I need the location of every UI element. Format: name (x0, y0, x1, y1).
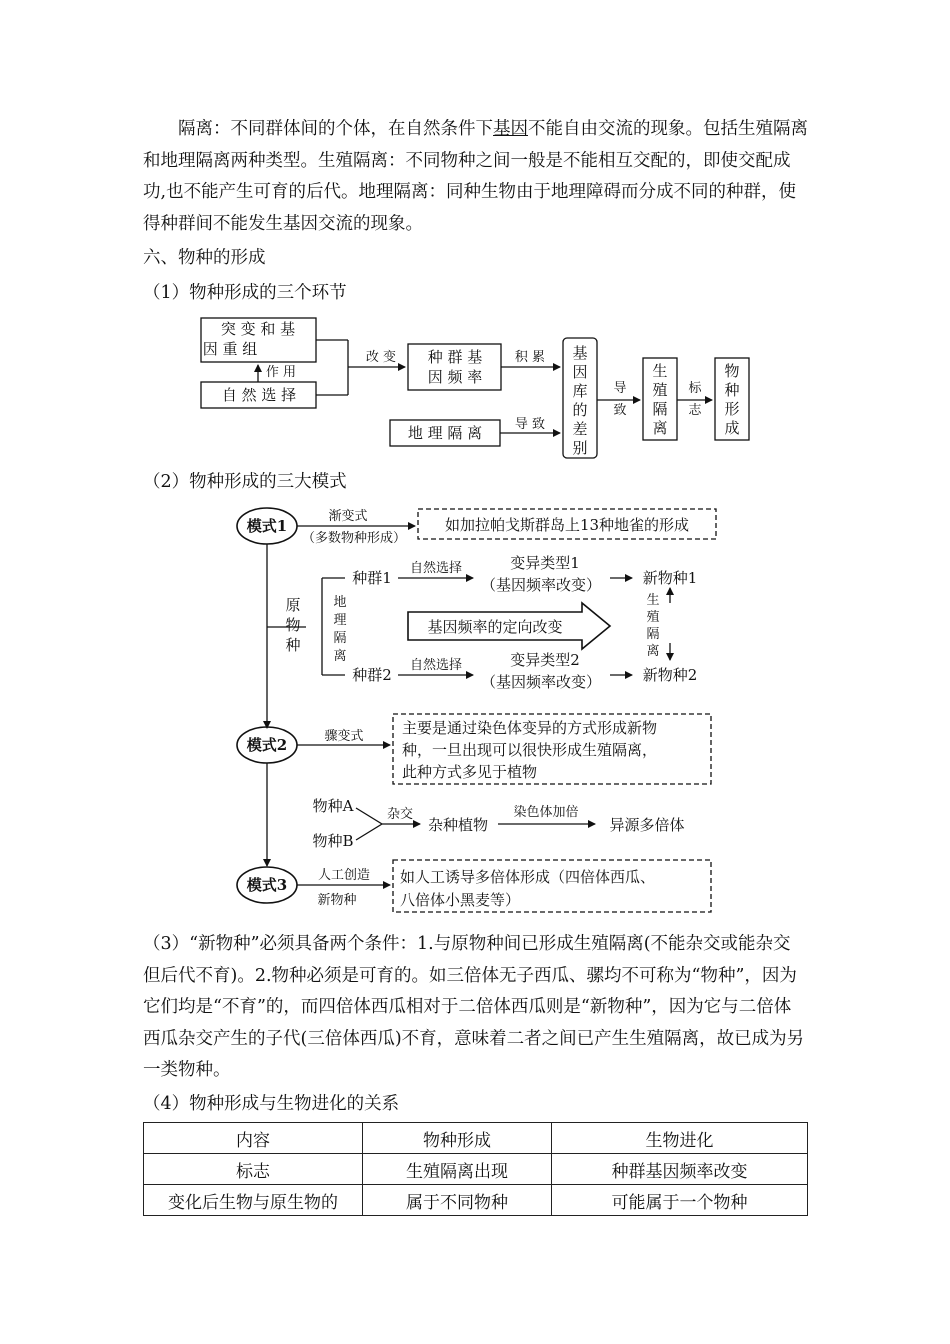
species-a-label: 物种A (312, 797, 354, 815)
new-species2-label: 新物种2 (642, 666, 698, 684)
table-header-cell: 内容 (144, 1123, 363, 1154)
mark-label-char-2: 志 (688, 403, 702, 418)
mode2-label: 模式2 (246, 736, 288, 754)
geo-iso-char-1: 地 (333, 595, 347, 610)
gradual-note: （多数物种形成） (301, 531, 407, 546)
comparison-table (143, 1122, 808, 1216)
gene-pool-char-5: 差 (572, 420, 588, 438)
directed-change-label: 基因频率的定向改变 (427, 618, 563, 636)
table-cell: 可能属于一个物种 (552, 1185, 808, 1216)
gene-pool-char-3: 库 (572, 382, 588, 400)
intro-underlined-term: 基因 (493, 119, 528, 139)
section-heading-6: 六、物种的形成 (143, 248, 266, 268)
gradual-label: 渐变式 (328, 509, 368, 524)
example2-line3: 此种方式多见于植物 (402, 763, 538, 781)
table-cell: 变化后生物与原生物的 (144, 1185, 363, 1216)
subheading-1: （1）物种形成的三个环节 (143, 283, 347, 303)
orig-char-1: 原 (285, 596, 301, 614)
species-char-3: 形 (724, 400, 740, 418)
population2-label: 种群2 (352, 666, 392, 684)
variant1-note: （基因频率改变） (480, 576, 602, 594)
table-row (144, 1185, 808, 1216)
natsel1-label: 自然选择 (409, 561, 463, 576)
hybrid-label: 杂交 (386, 807, 414, 822)
subheading-4: （4）物种形成与生物进化的关系 (143, 1094, 400, 1114)
effect-label: 作 用 (265, 365, 297, 380)
geo-iso-char-3: 隔 (333, 631, 347, 646)
subsection-3-paragraph: （3）“新物种”必须具备两个条件：1.与原物种间已形成生殖隔离(不能杂交或能杂交但后代不育)。2.物种必须是可育的。如三倍体无子西瓜、骡均不可称为“物种”，因为它们均是“不育”的，而四倍体西瓜相对于二倍体西瓜则是“新物种”，因为它与二倍体西瓜杂交产生的子代(三倍体西瓜)不育，意味着二者之间已产生生殖隔离，故已成为另一类物种。 (143, 934, 805, 1080)
example1-text: 如加拉帕戈斯群岛上13种地雀的形成 (444, 516, 690, 534)
example3-line2: 八倍体小黑麦等） (400, 891, 521, 909)
repro-char-4: 离 (652, 419, 668, 437)
table-cell: 标志 (144, 1154, 363, 1185)
mark-label-char-1: 标 (688, 381, 702, 396)
intro-text-after: 不能自由交流的现象。包括生殖隔离和地理隔离两种类型。生殖隔离：不同物种之间一般是不能相互交配的，即使交配成功,也不能产生可育的后代。地理隔离：同种生物由于地理障碍而分成不同的种群，使得种群间不能发生基因交流的现象。 (143, 119, 808, 234)
repro-iso-char-1: 生 (646, 593, 660, 608)
mutation-line1: 突 变 和 基 (220, 320, 296, 338)
variant2-label: 变异类型2 (510, 651, 580, 669)
hybrid-plant-label: 杂种植物 (427, 816, 489, 834)
species-char-2: 种 (724, 381, 740, 399)
new-species1-label: 新物种1 (642, 569, 698, 587)
table-cell: 属于不同物种 (363, 1185, 552, 1216)
repro-char-1: 生 (652, 362, 668, 380)
table-header-cell: 物种形成 (363, 1123, 552, 1154)
table-header-row (144, 1123, 808, 1154)
gene-pool-char-6: 别 (572, 439, 588, 457)
geo-iso-char-4: 离 (333, 649, 347, 664)
repro-iso-char-2: 殖 (646, 610, 660, 625)
variant1-label: 变异类型1 (510, 554, 580, 572)
intro-text-before: 隔离：不同群体间的个体，在自然条件下 (178, 119, 493, 139)
orig-char-3: 种 (285, 636, 301, 654)
freq-line2: 因 频 率 (427, 368, 483, 386)
table-row (144, 1154, 808, 1185)
natural-selection-label: 自 然 选 择 (221, 386, 297, 404)
mode3-label: 模式3 (246, 876, 288, 894)
table-header-cell: 生物进化 (552, 1123, 808, 1154)
repro-char-3: 隔 (652, 400, 668, 418)
lead-label-1-char-2: 致 (613, 403, 627, 418)
mode1-label: 模式1 (246, 517, 288, 535)
species-b-label: 物种B (312, 832, 354, 850)
repro-iso-char-3: 隔 (646, 627, 660, 642)
geographic-isolation-label: 地 理 隔 离 (407, 424, 483, 442)
variant2-note: （基因频率改变） (480, 673, 602, 691)
gene-pool-char-2: 因 (572, 363, 588, 381)
table-cell: 生殖隔离出现 (363, 1154, 552, 1185)
doubling-label: 染色体加倍 (513, 805, 579, 820)
example3-line1: 如人工诱导多倍体形成（四倍体西瓜、 (400, 868, 656, 886)
subheading-2: （2）物种形成的三大模式 (143, 472, 347, 492)
artificial-label: 人工创造 (317, 868, 371, 883)
natsel2-label: 自然选择 (409, 658, 463, 673)
new-species-label: 新物种 (317, 893, 357, 908)
example2-line1: 主要是通过染色体变异的方式形成新物 (402, 719, 658, 737)
species-char-1: 物 (724, 362, 740, 380)
lead-label-2: 导 致 (514, 417, 546, 432)
abrupt-label: 骤变式 (324, 729, 364, 744)
gene-pool-char-4: 的 (572, 401, 588, 419)
orig-char-2: 物 (285, 616, 301, 634)
lead-label-1-char-1: 导 (613, 381, 627, 396)
accumulate-label: 积 累 (514, 350, 546, 365)
repro-iso-char-4: 离 (646, 644, 660, 659)
repro-char-2: 殖 (652, 381, 668, 399)
species-char-4: 成 (724, 419, 740, 437)
gene-pool-char-1: 基 (572, 344, 588, 362)
example2-line2: 种，一旦出现可以很快形成生殖隔离， (402, 741, 658, 759)
change-label: 改 变 (365, 350, 397, 365)
geo-iso-char-2: 理 (333, 613, 347, 628)
population1-label: 种群1 (352, 569, 392, 587)
freq-line1: 种 群 基 (427, 348, 483, 366)
table-cell: 种群基因频率改变 (552, 1154, 808, 1185)
mutation-line2: 因 重 组 (202, 340, 258, 358)
allopolyploid-label: 异源多倍体 (609, 816, 685, 834)
